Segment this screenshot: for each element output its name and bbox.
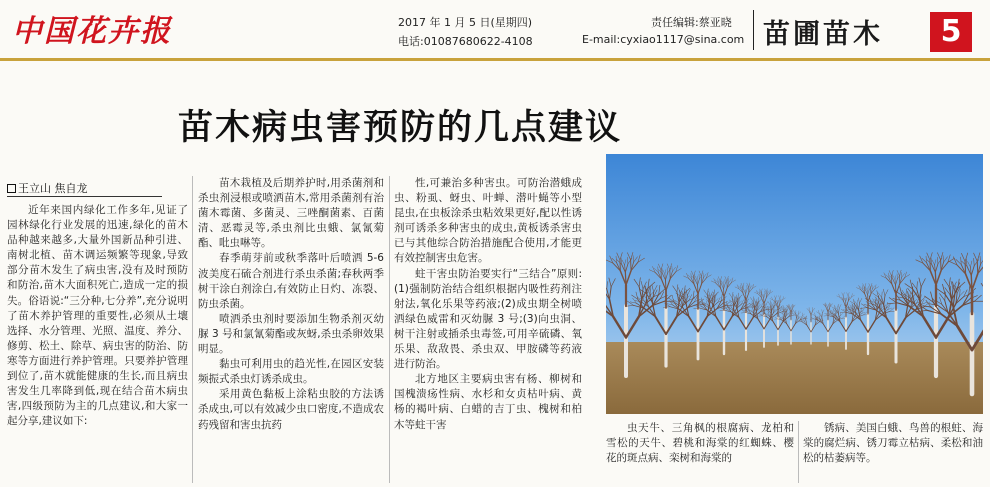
newspaper-logo: 中国花卉报 (12, 14, 172, 49)
paragraph: 喷洒杀虫剂时要添加生物杀剂灭幼脲 3 号和氯氰菊酯或灰蚜,杀虫杀卵效果明显。 (198, 312, 384, 356)
paragraph: 虫天牛、三角枫的根腐病、龙柏和雪松的天牛、碧桃和海棠的红蜘蛛、樱花的斑点病、栾树和海棠的 (606, 422, 794, 465)
contact-email[interactable]: E-mail:cyxiao1117@sina.com (582, 33, 745, 46)
paragraph: 采用黄色黏板上涂粘虫胶的方法诱杀成虫,可以有效减少虫口密度,不造成农药残留和害虫抗药 (198, 388, 384, 431)
winter-nursery-illustration (606, 154, 983, 414)
column-separator (798, 421, 799, 483)
article-column-5 (803, 421, 983, 483)
page-number: 5 (930, 12, 972, 52)
paragraph: 近年来国内绿化工作多年,见证了园林绿化行业发展的迅速,绿化的苗木品种越来越多,大量外国新品种引进、南树北植、苗木调运频繁等现象,导致部分苗木发生了病虫害,没有及时预防和防治,苗木大面积死亡,造成一定的损失。俗语说:“三分种,七分养”,充分说明了苗木养护管理的重要性,必须从土壤选择、水分管理、光照、温度、养分、修剪、松土、除草、病虫害的防治、防寒等方面进行养护管理。只要养护管理到位了,苗木就能健康的生长,而且病虫害发生几率降到低,现在结合苗木病虫害,四级预防为主的几点建议,和大家一起分享,建议如下: (7, 204, 188, 428)
column-separator (192, 176, 193, 483)
paragraph: 苗木栽植及后期养护时,用杀菌剂和杀虫剂浸根或喷洒苗木,常用杀菌剂有治菌木霉菌、多菌灵、三唑酮菌素、百菌清、恶霉灵等,杀虫剂比虫蛾、氯氰菊酯、吡虫啉等。 (198, 177, 384, 250)
article-column-1 (7, 203, 188, 483)
masthead-rule (0, 58, 990, 61)
article-byline (7, 180, 88, 196)
byline-rule (7, 196, 162, 197)
column-separator (389, 176, 390, 483)
paragraph: 春季萌芽前或秋季落叶后喷洒 5-6 波美度石硫合剂进行杀虫杀菌;春秋两季树干涂白剂涂白,有效防止日灼、冻裂、防虫杀菌。 (198, 252, 384, 310)
section-title: 苗圃苗木 (763, 19, 883, 50)
article-column-3 (394, 176, 582, 483)
masthead (0, 0, 990, 58)
contact-phone: 电话:01087680622-4108 (398, 35, 533, 48)
paragraph: 锈病、美国白蛾、鸟兽的根蛀、海棠的腐烂病、锈刀霉立枯病、柔松和油松的枯萎病等。 (803, 422, 983, 465)
article-column-2 (198, 176, 384, 483)
responsible-editor: 责任编辑:蔡亚晓 (651, 16, 732, 29)
paragraph: 蛀干害虫防治要实行“三结合”原则:(1)强制防治结合组织根据内吸性药剂注射法,氧化乐果等药液;(2)成虫期全树喷洒绿色威雷和灭幼脲 3 号;(3)向虫洞、树干注射或插杀虫毒签,可用辛硫磷、氧乐果、敌敌畏、杀虫双、甲胺磷等药液进行防治。 (394, 267, 582, 371)
paragraph: 黏虫可利用虫的趋光性,在园区安装频振式杀虫灯诱杀成虫。 (198, 358, 384, 386)
byline-marker (7, 184, 16, 193)
article-headline: 苗木病虫害预防的几点建议 (178, 107, 623, 148)
paragraph: 性,可兼治多种害虫。可防治潜蛾成虫、粉虱、蚜虫、叶蝉、潜叶蝇等小型昆虫,在虫板涂杀虫粘效果更好,配以性诱剂可诱杀多种害虫的成虫,黄板诱杀害虫已与其他综合防治措施配合使用,才能更有效控制害虫危害。 (394, 177, 582, 265)
article-photo-nursery-trees (606, 154, 983, 414)
issue-date: 2017 年 1 月 5 日(星期四) (398, 16, 533, 29)
article-column-4 (606, 421, 794, 483)
paragraph: 北方地区主要病虫害有杨、柳树和国槐溃疡性病、水杉和女贞枯叶病、黄杨的褐叶病、白蜡的吉丁虫、槐树和柏木等蛀干害 (394, 373, 582, 431)
masthead-divider (753, 10, 754, 50)
byline-authors: 王立山 焦自龙 (18, 182, 88, 195)
